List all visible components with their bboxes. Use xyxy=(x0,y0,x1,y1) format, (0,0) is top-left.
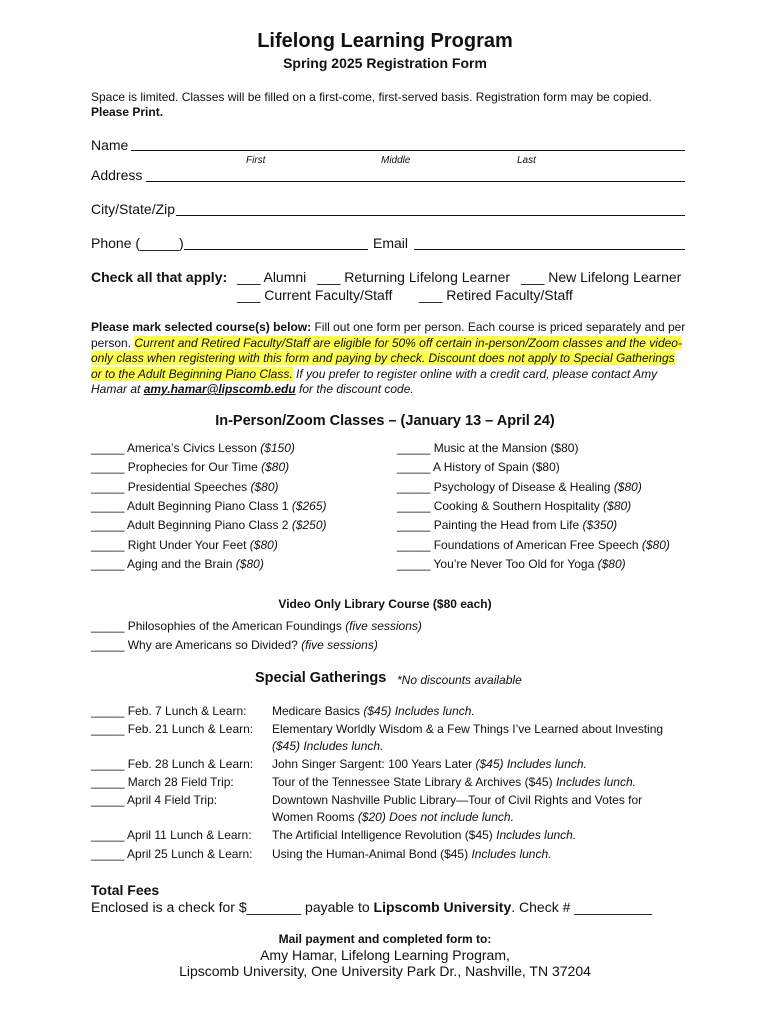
course-item[interactable]: _____ Painting the Head from Life ($350) xyxy=(397,518,618,532)
gathering-title: Medicare Basics ($45) Includes lunch. xyxy=(272,704,475,718)
check-all-label: Check all that apply: xyxy=(91,269,228,285)
course-item[interactable]: _____ America’s Civics Lesson ($150) xyxy=(91,441,295,455)
address-field[interactable] xyxy=(146,181,685,182)
course-item[interactable]: _____ Prophecies for Our Time ($80) xyxy=(91,460,290,474)
gathering-date[interactable]: _____ Feb. 21 Lunch & Learn: xyxy=(91,722,254,736)
gathering-date[interactable]: _____ March 28 Field Trip: xyxy=(91,775,234,789)
name-label: Name xyxy=(91,137,129,153)
total-fees-heading: Total Fees xyxy=(91,882,160,898)
intro-text: Space is limited. Classes will be filled on a first-come, first-served basis. Registration form may be copied. xyxy=(91,90,652,104)
inperson-heading: In-Person/Zoom Classes – (January 13 – April 24) xyxy=(215,413,555,429)
course-item[interactable]: _____ Psychology of Disease & Healing ($80) xyxy=(397,480,642,494)
course-item[interactable]: _____ Music at the Mansion ($80) xyxy=(397,441,579,455)
mail-heading: Mail payment and completed form to: xyxy=(278,932,492,946)
gathering-title: Using the Human-Animal Bond ($45) Includes lunch. xyxy=(272,847,552,861)
email-field[interactable] xyxy=(414,249,685,250)
gathering-title: John Singer Sargent: 100 Years Later ($45) Includes lunch. xyxy=(272,757,587,771)
option-returning[interactable]: ___ Returning Lifelong Learner xyxy=(317,269,511,285)
gathering-title: Downtown Nashville Public Library—Tour of Civil Rights and Votes for xyxy=(272,793,643,807)
form-subtitle: Spring 2025 Registration Form xyxy=(283,55,487,71)
video-course-item[interactable]: _____ Philosophies of the American Foundings (five sessions) xyxy=(91,619,422,633)
gathering-date[interactable]: _____ April 25 Lunch & Learn: xyxy=(91,847,253,861)
city-label: City/State/Zip xyxy=(91,201,176,217)
phone-label: Phone (_____) xyxy=(91,235,184,251)
gathering-date[interactable]: _____ April 11 Lunch & Learn: xyxy=(91,828,252,842)
gathering-date[interactable]: _____ April 4 Field Trip: xyxy=(91,793,218,807)
email-label: Email xyxy=(373,235,409,251)
gathering-title: Tour of the Tennessee State Library & Archives ($45) Includes lunch. xyxy=(272,775,636,789)
course-item[interactable]: _____ Cooking & Southern Hospitality ($80) xyxy=(397,499,632,513)
option-alumni[interactable]: ___ Alumni xyxy=(237,269,307,285)
online-note: If you prefer to register online with a credit card, please contact Amy Hamar at xyxy=(91,366,658,396)
course-item[interactable]: _____ You’re Never Too Old for Yoga ($80) xyxy=(397,557,626,571)
gathering-title-cont: ($45) Includes lunch. xyxy=(272,739,384,753)
middle-sublabel: Middle xyxy=(381,155,411,166)
course-item[interactable]: _____ Right Under Your Feet ($80) xyxy=(91,538,278,552)
option-retired-staff[interactable]: ___ Retired Faculty/Staff xyxy=(419,287,573,303)
last-sublabel: Last xyxy=(517,155,536,166)
course-item[interactable]: _____ A History of Spain ($80) xyxy=(397,460,560,474)
instructions-paragraph xyxy=(91,320,686,398)
payee: Lipscomb University xyxy=(373,899,512,915)
course-item[interactable]: _____ Presidential Speeches ($80) xyxy=(91,480,279,494)
video-course-item[interactable]: _____ Why are Americans so Divided? (five sessions) xyxy=(91,638,378,652)
form-title: Lifelong Learning Program xyxy=(257,30,513,52)
mail-address-line2: Lipscomb University, One University Park Dr., Nashville, TN 37204 xyxy=(179,963,591,979)
mail-address-line1: Amy Hamar, Lifelong Learning Program, xyxy=(260,947,510,963)
please-print: Please Print. xyxy=(91,105,164,119)
instructions-text: Fill out one form per person. Each course is priced separately and per person. xyxy=(91,320,686,350)
address-label: Address xyxy=(91,167,143,183)
discount-highlight: Current and Retired Faculty/Staff are eligible for 50% off certain in-person/Zoom classes and the video-only class when registering with this form and paying by check. Discount does not apply to Special Gatherings or to the Adult Beginning Piano Class. xyxy=(91,335,682,381)
course-item[interactable]: _____ Foundations of American Free Speech ($80) xyxy=(397,538,670,552)
phone-field[interactable] xyxy=(184,249,368,250)
option-current-staff[interactable]: ___ Current Faculty/Staff xyxy=(237,287,393,303)
check-line[interactable]: Enclosed is a check for $_______ payable to Lipscomb University. Check # __________ xyxy=(91,899,653,915)
gathering-date[interactable]: _____ Feb. 7 Lunch & Learn: xyxy=(91,704,247,718)
first-sublabel: First xyxy=(246,155,266,166)
gathering-title: The Artificial Intelligence Revolution ($45) Includes lunch. xyxy=(272,828,577,842)
contact-email-link[interactable]: amy.hamar@lipscomb.edu xyxy=(143,382,296,396)
no-discount-note: *No discounts available xyxy=(397,673,522,687)
discount-code-note: for the discount code. xyxy=(295,382,414,396)
name-field[interactable] xyxy=(131,150,685,151)
option-new[interactable]: ___ New Lifelong Learner xyxy=(521,269,682,285)
city-field[interactable] xyxy=(176,215,685,216)
instructions-lead: Please mark selected course(s) below: xyxy=(91,320,312,334)
course-item[interactable]: _____ Adult Beginning Piano Class 2 ($250) xyxy=(91,518,327,532)
gathering-date[interactable]: _____ Feb. 28 Lunch & Learn: xyxy=(91,757,254,771)
video-heading: Video Only Library Course ($80 each) xyxy=(278,597,492,611)
course-item[interactable]: _____ Adult Beginning Piano Class 1 ($265) xyxy=(91,499,327,513)
course-item[interactable]: _____ Aging and the Brain ($80) xyxy=(91,557,264,571)
gathering-title: Elementary Worldly Wisdom & a Few Things I’ve Learned about Investing xyxy=(272,722,664,736)
special-heading: Special Gatherings xyxy=(255,670,387,686)
gathering-title-cont: Women Rooms ($20) Does not include lunch. xyxy=(272,810,514,824)
